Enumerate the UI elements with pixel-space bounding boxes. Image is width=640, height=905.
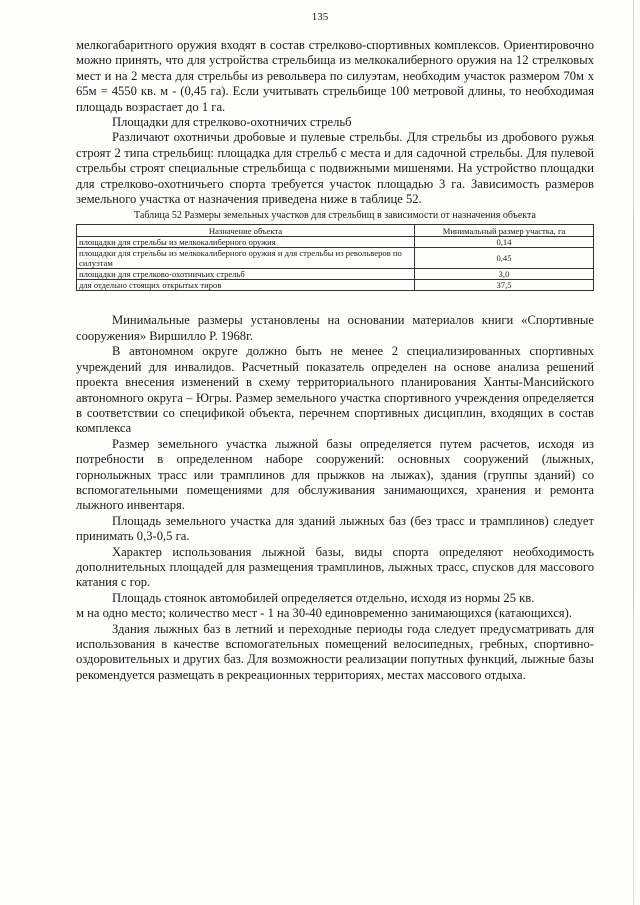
table-row bbox=[77, 280, 594, 291]
table-cell-name: площадки для стрельбы из мелкокалиберного оружия и для стрельбы из револьверов по силуэтам bbox=[77, 248, 415, 269]
paragraph: Характер использования лыжной базы, виды спорта определяют необходимость дополнительных площадей для размещения трамплинов, лыжных трасс, спусков для массового катания с гор. bbox=[76, 544, 594, 590]
table-cell-value: 0,14 bbox=[415, 237, 594, 248]
paragraph: Площадь земельного участка для зданий лыжных баз (без трасс и трамплинов) следует принимать 0,3-0,5 га. bbox=[76, 513, 594, 544]
table-header-cell: Минимальный размер участка, га bbox=[415, 225, 594, 237]
table-52 bbox=[76, 224, 594, 291]
table-cell-name: для отдельно стоящих открытых тиров bbox=[77, 280, 415, 291]
table-cell-name: площадки для стрельбы из мелкокалиберного оружия bbox=[77, 237, 415, 248]
paragraph: Площадь стоянок автомобилей определяется отдельно, исходя из нормы 25 кв. bbox=[112, 590, 535, 605]
table-row bbox=[77, 269, 594, 280]
section-heading: Площадки для стрелково-охотничих стрельб bbox=[112, 115, 352, 130]
paragraph: м на одно место; количество мест - 1 на 30-40 единовременно занимающихся (катающихся). bbox=[76, 606, 572, 621]
paragraph: мелкогабаритного оружия входят в состав стрелково-спортивных комплексов. Ориентировочно можно принять, что для устройства стрельбища из мелкокалиберного оружия на 12 стрелковых мест и на 2 места для стрельбы из револьвера по силуэтам, необходим участок размером 70м х 65м = 4550 кв. м - (0,45 га). Если учитывать стрельбище 100 метровой длины, то необходимая площадь возрастает до 1 га. bbox=[76, 38, 594, 114]
paragraph: В автономном округе должно быть не менее 2 специализированных спортивных учреждений для инвалидов. Расчетный показатель определен на основе анализа решений проекта внесения изменений в схему территориального планирования Ханты-Мансийского автономного округа – Югры. Размер земельного участка спортивного учреждения определяется в соответствии со спецификой объекта, перечнем спортивных дисциплин, входящих в состав комплекса bbox=[76, 344, 594, 436]
paragraph: Минимальные размеры установлены на основании материалов книги «Спортивные сооружения» Виршилло Р. 1968г. bbox=[76, 313, 594, 343]
table-cell-value: 37,5 bbox=[415, 280, 594, 291]
paragraph: Здания лыжных баз в летний и переходные периоды года следует предусматривать для использования в качестве вспомогательных помещений велосипедных, гребных, спортивно-оздоровительных и других баз. Для возможности реализации попутных функций, лыжные базы рекомендуется размещать в рекреационных территориях, местах массового отдыха. bbox=[76, 621, 594, 682]
page-edge bbox=[633, 0, 634, 905]
table-header-cell: Назначение объекта bbox=[77, 225, 415, 237]
table-row bbox=[77, 248, 594, 269]
table-row bbox=[77, 237, 594, 248]
paragraph: Различают охотничьи дробовые и пулевые стрельбы. Для стрельбы из дробового ружья строят 2 типа стрельбищ: площадка для стрельб с места и для садочной стрельбы. Для пулевой стрельбы строят специальные стрельбища с подвижными мишенями. На устройство площадки для стрелково-охотничьего спорта требуется участок площадью 3 га. Зависимость размеров земельного участка от назначения приведена ниже в таблице 52. bbox=[76, 130, 594, 207]
table-cell-value: 0,45 bbox=[415, 248, 594, 269]
table-cell-value: 3,0 bbox=[415, 269, 594, 280]
page-number: 135 bbox=[311, 11, 329, 23]
table-cell-name: площадки для стрелково-охотничьих стрельб bbox=[77, 269, 415, 280]
paragraph: Размер земельного участка лыжной базы определяется путем расчетов, исходя из потребности в определенном наборе сооружений: основных сооружений (лыжных, горнолыжных трасс или трамплинов для прыжков на лыжах), здания (группы зданий) со вспомогательными помещениями для обслуживания занимающихся, хранения и ремонта лыжного инвентаря. bbox=[76, 436, 594, 513]
document-body bbox=[76, 38, 594, 683]
table-caption: Таблица 52 Размеры земельных участков для стрельбищ в зависимости от назначения объекта bbox=[134, 210, 536, 222]
